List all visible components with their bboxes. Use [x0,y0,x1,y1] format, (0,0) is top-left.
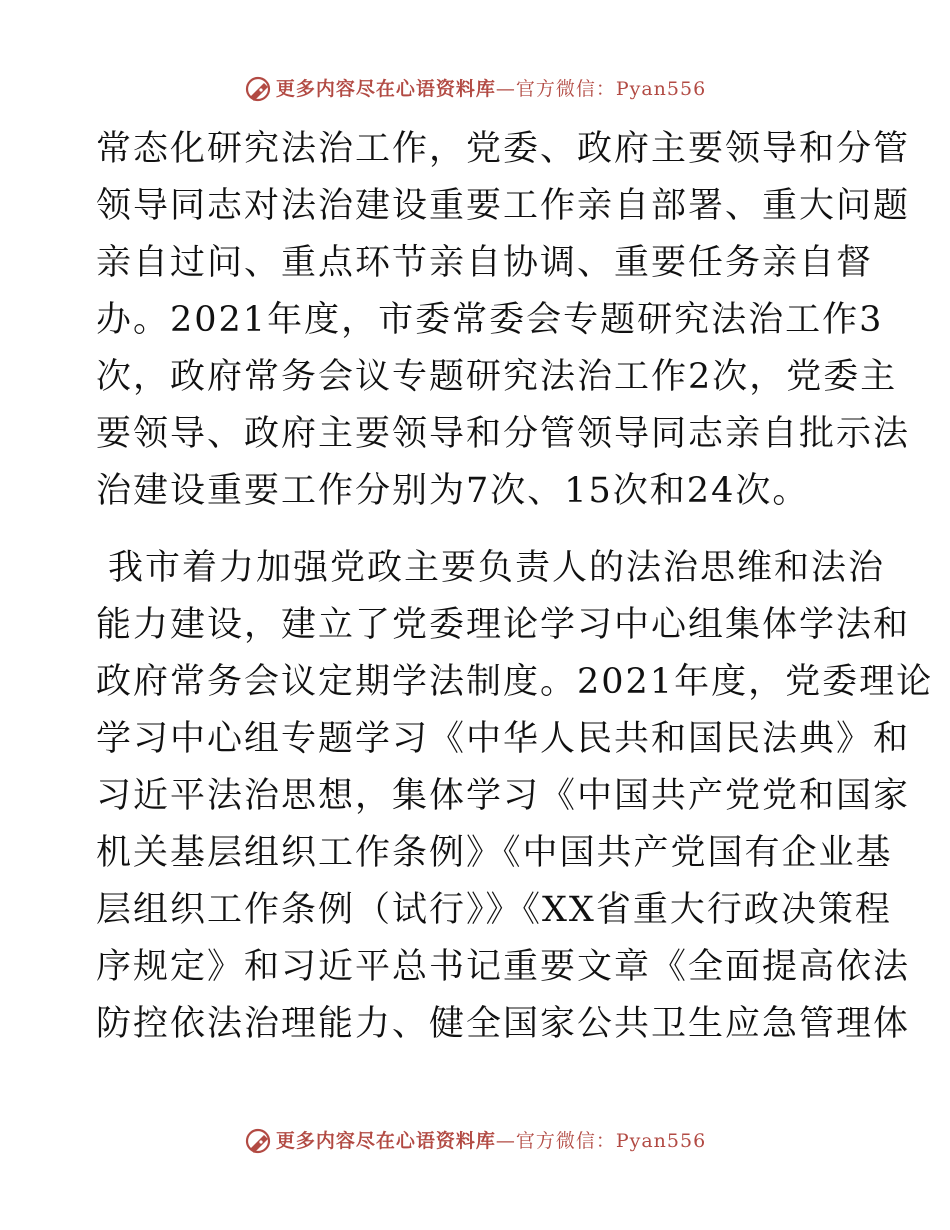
footer-watermark [0,1126,950,1155]
text-line: 习近平法治思想，集体学习《中国共产党党和国家 [96,776,911,816]
pen-nib-logo-icon [244,1127,274,1155]
text-line: 治建设重要工作分别为7次、15次和24次。 [96,471,810,511]
text-line: 防控依法治理能力、健全国家公共卫生应急管理体 [96,1004,911,1044]
text-line: 机关基层组织工作条例》《中国共产党国有企业基 [96,833,893,873]
text-line: 序规定》和习近平总书记重要文章《全面提高依法 [96,947,911,987]
text-line: 政府常务会议定期学法制度。2021年度，党委理论 [96,662,934,702]
text-line: 次，政府常务会议专题研究法治工作2次，党委主 [96,357,898,397]
text-line: 学习中心组专题学习《中华人民共和国民法典》和 [96,719,911,759]
watermark-text: 更多内容尽在心语资料库 [275,78,496,100]
paragraph-2 [96,540,934,1053]
text-line: 能力建设，建立了党委理论学习中心组集体学法和 [96,605,911,645]
text-line: 层组织工作条例（试行》》《XX省重大行政决策程 [96,890,892,930]
watermark-text: 更多内容尽在心语资料库 [275,1130,496,1152]
paragraph-1 [96,121,911,520]
pen-nib-logo-icon [244,75,274,103]
header-watermark [0,74,950,103]
paragraph-spacer [96,520,866,540]
watermark-suffix: —官方微信：Pyan556 [495,1130,707,1152]
text-line: 要领导、政府主要领导和分管领导同志亲自批示法 [96,414,911,454]
text-line: 亲自过问、重点环节亲自协调、重要任务亲自督 [96,243,874,283]
text-line: 我市着力加强党政主要负责人的法治思维和法治 [108,548,886,588]
text-line: 办。2021年度，市委常委会专题研究法治工作3 [96,300,884,340]
text-line: 领导同志对法治建设重要工作亲自部署、重大问题 [96,186,911,226]
text-line: 常态化研究法治工作，党委、政府主要领导和分管 [96,129,911,169]
document-body [96,121,934,1053]
watermark-suffix: —官方微信：Pyan556 [495,78,707,100]
